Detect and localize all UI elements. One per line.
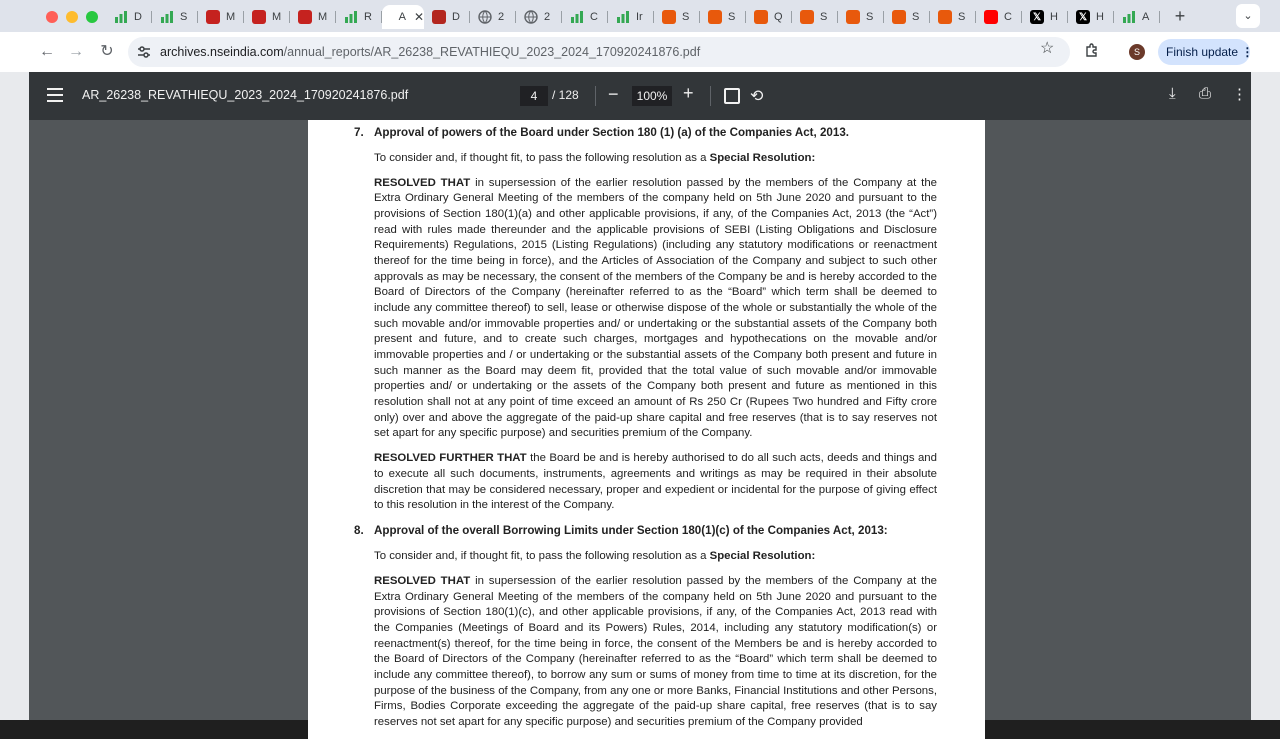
item-7-further-text: the Board be and is hereby authorised to do all such acts, deeds and things and to execute all such documents, instruments, agreements and writings as may be required in their absolute discretion that may be considered necessary, proper and expedient or incidental for the purpose of giving effect to this resolution in the interest of the Company. (374, 452, 937, 512)
more-options-icon[interactable]: ⋮ (1232, 86, 1247, 103)
chart-icon (160, 10, 174, 24)
screener-icon (938, 10, 952, 24)
item-8-resolved-bold: RESOLVED THAT (374, 575, 471, 588)
browser-tab[interactable] (244, 5, 290, 29)
browser-tab[interactable] (198, 5, 244, 29)
screener-icon (708, 10, 722, 24)
window-controls (46, 11, 98, 23)
globe-icon (478, 10, 492, 24)
hamburger-menu-icon[interactable] (47, 88, 63, 102)
screener-icon (800, 10, 814, 24)
tab-strip (0, 0, 1280, 32)
screener-icon (662, 10, 676, 24)
zoom-in-icon[interactable]: + (683, 83, 694, 103)
tab-list (106, 4, 1160, 30)
pdf-viewer (29, 72, 1251, 728)
url-path: /annual_reports/AR_26238_REVATHIEQU_2023_2024_170920241876.pdf (283, 45, 701, 59)
tab-title: C (1004, 11, 1012, 23)
tab-title: S (682, 11, 690, 23)
pdf-page (308, 119, 985, 739)
close-window-button[interactable] (46, 11, 58, 23)
item-7-intro-bold: Special Resolution: (709, 151, 816, 164)
tab-title: 2 (498, 11, 505, 23)
bookmark-star-icon[interactable]: ☆ (1040, 40, 1055, 57)
browser-tab[interactable] (838, 5, 884, 29)
tab-title: D (134, 11, 142, 23)
print-icon[interactable]: ⎙ (1199, 85, 1212, 102)
browser-tab[interactable] (930, 5, 976, 29)
browser-tab[interactable] (424, 5, 470, 29)
chrome-menu-icon[interactable]: ⋮ (1241, 45, 1254, 59)
globe-icon (524, 10, 538, 24)
profile-avatar[interactable]: S (1129, 44, 1145, 60)
item-7-resolved-text: in supersession of the earlier resolution passed by the members of the Company at the Extra Ordinary General Meeting of the members of the company held on 5th June 2020 and pursuant to the provisions of Section 180(1)(a) and other applicable provisions, if any, of the Companies Act, 2013 (the “Act”) read with rules made thereunder and the applicable provisions of SEBI (Listing Obligations and Disclosure Requirements) Regulations, 2015 (Listing Regulations) (including any statutory modifications or reenactment thereof for the time being in force), and the Articles of Association of the Company and subject to such other approvals as may be necessary, the consent of the members of the Company be and is hereby accorded to the Board of Directors of the Company (hereinafter referred to as the “Board” which term shall be deemed to include any committee thereof) to sell, lease or otherwise dispose of the whole or substantially the whole of the such movable and/or immovable properties and/ or undertaking or the substantial assets of the Company both present and future, and to create such charges, mortgages and hypothecations on the movable and/or immovable properties and / or undertaking or the substantial assets of the Company both present and future in such manner as the Board may deem fit, provided that the total value of such movable and/or immovable properties and/ or undertaking or the assets of the Company both present and future as mentioned in this resolution shall not at any point of time exceed an amount of Rs 250 Cr (Rupees Two hundred and Fifty crore only) over and above the aggregate of the paid-up share capital and free reserves (that is to say reserves not set apart for any specific purpose) and securities premium of the Company. (374, 176, 938, 440)
zoom-level-input[interactable]: 100% (632, 86, 672, 106)
item-8-title: Approval of the overall Borrowing Limits under Section 180(1)(c) of the Companies Act, 2013: (374, 524, 888, 538)
screener-icon (846, 10, 860, 24)
item-7-number: 7. (354, 126, 364, 139)
x-icon: 𝕏 (1076, 10, 1090, 24)
window-margin-left (0, 72, 29, 720)
finish-update-button[interactable] (1158, 39, 1254, 65)
browser-tab[interactable] (1022, 5, 1068, 29)
rotate-icon[interactable]: ⟲ (750, 88, 764, 105)
screener-icon (754, 10, 768, 24)
site-info-icon[interactable] (136, 44, 152, 60)
url-text[interactable] (160, 45, 700, 59)
toolbar-divider (710, 86, 711, 106)
tab-search-button[interactable]: ⌄ (1236, 4, 1260, 28)
chart-icon (114, 10, 128, 24)
page-number-input[interactable]: 4 (520, 86, 548, 106)
browser-tab[interactable] (608, 5, 654, 29)
item-7-heading (354, 125, 937, 141)
browser-tab[interactable] (654, 5, 700, 29)
page-content (354, 119, 937, 731)
browser-tab[interactable] (884, 5, 930, 29)
tab-title: H (1050, 11, 1058, 23)
tab-title: A (1142, 11, 1150, 23)
item-7-resolved-bold: RESOLVED THAT (374, 176, 471, 189)
new-tab-button[interactable]: + (1174, 6, 1186, 26)
item-8-intro-bold: Special Resolution: (709, 549, 816, 562)
forward-button[interactable]: → (68, 43, 84, 60)
item-8-intro-text: To consider and, if thought fit, to pass the following resolution as a (374, 549, 710, 562)
maximize-window-button[interactable] (86, 11, 98, 23)
chart-icon (344, 10, 358, 24)
page-total: / 128 (552, 88, 579, 102)
item-7-title: Approval of powers of the Board under Section 180 (1) (a) of the Companies Act, 2013. (374, 126, 849, 139)
browser-tab[interactable] (152, 5, 198, 29)
tab-title: S (912, 11, 920, 23)
item-7-intro-text: To consider and, if thought fit, to pass the following resolution as a (374, 151, 710, 164)
tab-title: D (452, 11, 460, 23)
pdf-icon (390, 10, 393, 24)
extensions-puzzle-icon[interactable] (1084, 42, 1100, 58)
browser-tab[interactable] (976, 5, 1022, 29)
item-7-resolved-further (374, 451, 937, 514)
bse-icon (206, 10, 220, 24)
browser-tab[interactable] (382, 5, 424, 29)
flag-icon (432, 10, 446, 24)
pdf-filename: AR_26238_REVATHIEQU_2023_2024_170920241876.pdf (82, 88, 409, 102)
tab-title: S (180, 11, 188, 23)
toolbar-divider (595, 86, 596, 106)
tab-title: 2 (544, 11, 551, 23)
browser-tab[interactable] (290, 5, 336, 29)
address-bar[interactable] (128, 37, 1070, 67)
item-8-intro (374, 549, 937, 565)
bse-icon (298, 10, 312, 24)
tab-title: R (364, 11, 372, 23)
chart-icon (570, 10, 584, 24)
tab-title: M (272, 11, 282, 23)
item-7-resolved (374, 176, 937, 442)
tab-title: H (1096, 11, 1104, 23)
item-8-heading (354, 523, 937, 539)
browser-tab[interactable] (792, 5, 838, 29)
browser-tab[interactable] (746, 5, 792, 29)
item-7-further-bold: RESOLVED FURTHER THAT (374, 452, 527, 465)
tab-title: C (590, 11, 598, 23)
browser-tab[interactable] (106, 5, 152, 29)
window-margin-right (1251, 72, 1280, 720)
tab-title: Q (774, 11, 783, 23)
url-host: archives.nseindia.com (160, 45, 284, 59)
close-tab-icon[interactable]: ✕ (413, 10, 424, 24)
tab-title: S (820, 11, 828, 23)
item-8-resolved-text: in supersession of the earlier resolution passed by the members of the Company at the Extra Ordinary General Meeting of the members of the company held on 5th June 2020 and pursuant to the provisions of Section 180(1)(c), and other applicable provisions, if any, of the Companies Act, 2013 read with the Companies (Meetings of Board and its Powers) Rules, 2014, including any statutory modification(s) or reenactment(s) thereof, for the time being in force, the consent of the Members be and is hereby accorded to the Board of Directors of the Company (hereinafter referred to as the “Board” which term shall be deemed to include any committee thereof), to borrow any sum or sums of money from time to time at its discretion, for the purpose of the business of the Company, from any one or more Banks, Financial Institutions and other Persons, Firms, Bodies Corporate exceeding the aggregate of the paid-up share capital, free reserves (that is to say reserves not set apart for any specific purpose) and securities premium of the Company provided (374, 575, 938, 728)
chart-icon (616, 10, 630, 24)
back-button[interactable]: ← (39, 43, 55, 60)
browser-tab[interactable] (336, 5, 382, 29)
tab-title: M (226, 11, 236, 23)
zoom-out-icon[interactable]: − (608, 84, 619, 104)
item-8-resolved (374, 574, 937, 731)
screener-icon (892, 10, 906, 24)
browser-tab[interactable] (1068, 5, 1114, 29)
tab-title: S (866, 11, 874, 23)
browser-tab[interactable] (470, 5, 516, 29)
tab-title: A (398, 11, 406, 23)
chart-icon (1122, 10, 1136, 24)
browser-tab[interactable] (516, 5, 562, 29)
pdf-toolbar (29, 72, 1251, 120)
item-8-number: 8. (354, 524, 364, 538)
browser-tab[interactable] (562, 5, 608, 29)
tab-title: Ir (636, 11, 643, 23)
finish-update-label: Finish update (1166, 45, 1239, 59)
reload-button[interactable]: ↻ (100, 43, 114, 60)
bse-icon (252, 10, 266, 24)
tab-title: M (318, 11, 328, 23)
minimize-window-button[interactable] (66, 11, 78, 23)
fit-to-page-icon[interactable] (724, 88, 740, 104)
browser-tab[interactable] (1114, 5, 1160, 29)
youtube-icon (984, 10, 998, 24)
browser-toolbar (0, 32, 1280, 72)
browser-tab[interactable] (700, 5, 746, 29)
item-7-intro (374, 151, 937, 167)
tab-title: S (728, 11, 736, 23)
x-icon: 𝕏 (1030, 10, 1044, 24)
download-icon[interactable]: ⤓ (1169, 85, 1176, 102)
tab-title: S (958, 11, 966, 23)
